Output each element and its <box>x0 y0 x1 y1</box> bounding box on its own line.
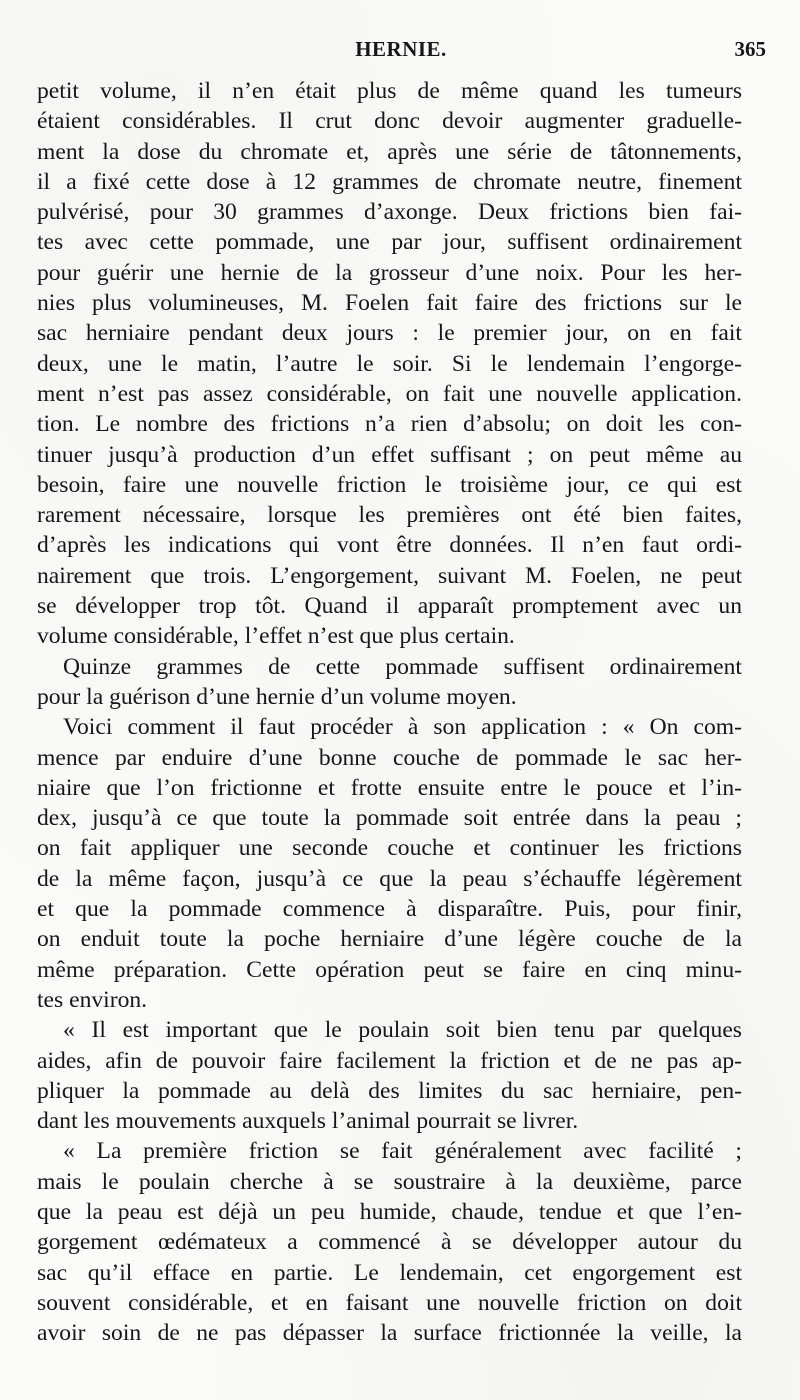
text-line: avoir soin de ne pas dépasser la surface frictionnée la veille, la <box>37 1320 742 1347</box>
text-line: tion. Le nombre des frictions n’a rien d’absolu; on doit les con- <box>37 411 742 438</box>
page-number: 365 <box>734 37 766 61</box>
body-text <box>37 76 742 1348</box>
text-line: étaient considérables. Il crut donc devoir augmenter graduelle- <box>37 108 742 135</box>
paragraph-start-line: Quinze grammes de cette pommade suffisent ordinairement <box>63 653 742 680</box>
text-line: mence par enduire d’une bonne couche de pommade le sac her- <box>37 744 742 771</box>
text-line: on enduit toute la poche herniaire d’une légère couche de la <box>37 926 742 953</box>
text-line: il a fixé cette dose à 12 grammes de chromate neutre, finement <box>37 168 742 195</box>
text-line: d’après les indications qui vont être données. Il n’en faut ordi- <box>37 532 742 559</box>
text-line: besoin, faire une nouvelle friction le troisième jour, ce qui est <box>37 471 742 498</box>
text-line: tes avec cette pommade, une par jour, suffisent ordinairement <box>37 229 742 256</box>
text-line: petit volume, il n’en était plus de même quand les tumeurs <box>37 78 742 104</box>
paragraph-start-line: Voici comment il faut procéder à son application : « On com- <box>63 714 742 741</box>
paragraph-start-line: « Il est important que le poulain soit bien tenu par quelques <box>63 1017 742 1044</box>
text-line: mais le poulain cherche à se soustraire à la deuxième, parce <box>37 1168 742 1195</box>
text-line: nairement que trois. L’engorgement, suivant M. Foelen, ne peut <box>37 562 742 589</box>
text-line: on fait appliquer une seconde couche et continuer les frictions <box>37 835 742 862</box>
text-line: sac herniaire pendant deux jours : le premier jour, on en fait <box>37 320 742 347</box>
text-line: que la peau est déjà un peu humide, chaude, tendue et que l’en- <box>37 1198 742 1225</box>
text-line: dant les mouvements auxquels l’animal pourrait se livrer. <box>37 1108 579 1135</box>
paragraph-start-line: « La première friction se fait généralement avec facilité ; <box>63 1138 742 1165</box>
text-line: ment n’est pas assez considérable, on fait une nouvelle application. <box>37 380 742 407</box>
text-line: souvent considérable, et en faisant une nouvelle friction on doit <box>37 1289 742 1316</box>
text-line: niaire que l’on frictionne et frotte ensuite entre le pouce et l’in- <box>37 774 742 801</box>
text-line: aides, afin de pouvoir faire facilement la friction et de ne pas ap- <box>37 1047 742 1074</box>
text-line: même préparation. Cette opération peut se faire en cinq minu- <box>37 956 742 983</box>
text-line: pliquer la pommade au delà des limites du sac herniaire, pen- <box>37 1077 742 1104</box>
text-line: ment la dose du chromate et, après une série de tâtonnements, <box>37 138 742 165</box>
text-line: rarement nécessaire, lorsque les premières ont été bien faites, <box>37 502 742 529</box>
text-line: gorgement œdémateux a commencé à se développer autour du <box>37 1229 742 1256</box>
text-line: volume considérable, l’effet n’est que plus certain. <box>37 623 515 650</box>
text-line: pulvérisé, pour 30 grammes d’axonge. Deux frictions bien fai- <box>37 199 742 226</box>
text-line: tes environ. <box>37 986 148 1013</box>
text-line: pour la guérison d’une hernie d’un volume moyen. <box>37 683 517 710</box>
text-line: dex, jusqu’à ce que toute la pommade soit entrée dans la peau ; <box>37 805 742 832</box>
page-header <box>36 34 766 64</box>
text-line: tinuer jusqu’à production d’un effet suffisant ; on peut même au <box>37 441 742 468</box>
text-line: pour guérir une hernie de la grosseur d’une noix. Pour les her- <box>37 259 742 286</box>
text-line: deux, une le matin, l’autre le soir. Si le lendemain l’engorge- <box>37 350 742 377</box>
text-line: nies plus volumineuses, M. Foelen fait faire des frictions sur le <box>37 290 742 317</box>
text-line: se développer trop tôt. Quand il apparaît promptement avec un <box>37 593 742 620</box>
text-line: sac qu’il efface en partie. Le lendemain, cet engorgement est <box>37 1259 742 1286</box>
running-head: HERNIE. <box>355 37 447 61</box>
text-line: de la même façon, jusqu’à ce que la peau s’échauffe légèrement <box>37 865 742 892</box>
text-line: et que la pommade commence à disparaître. Puis, pour finir, <box>37 896 742 923</box>
